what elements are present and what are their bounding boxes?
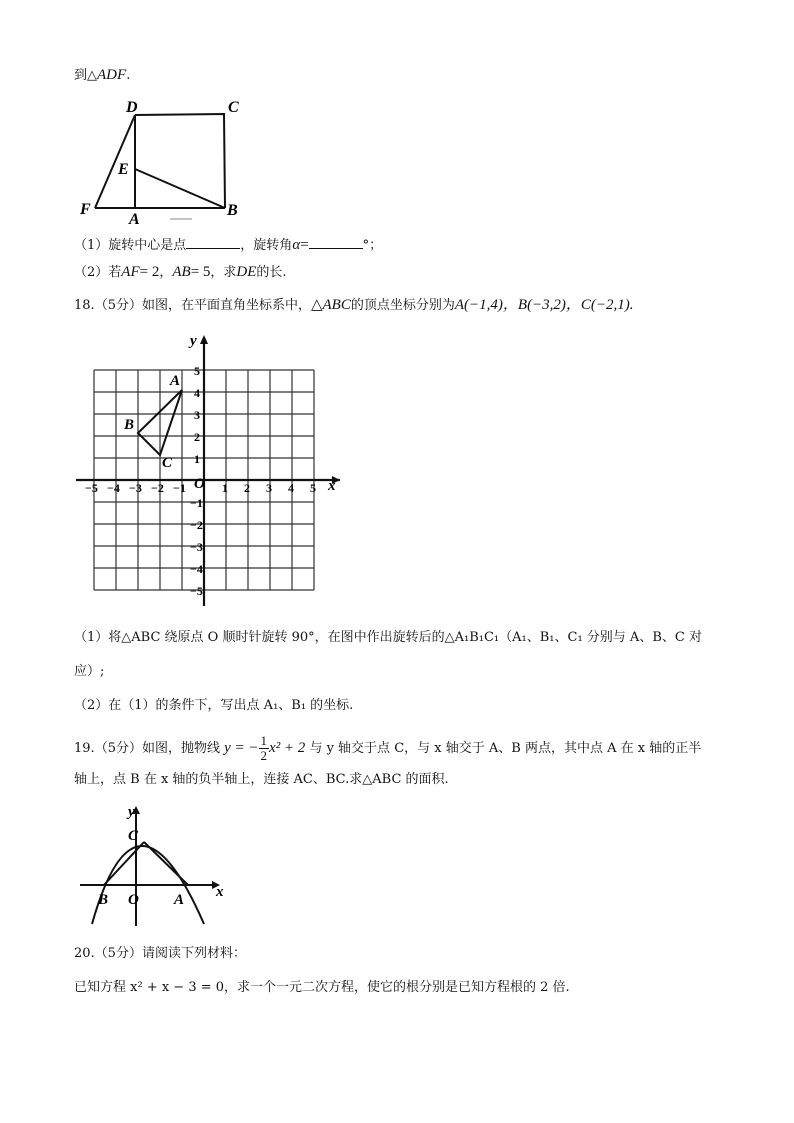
blank-2	[309, 238, 363, 249]
point-label-C: C	[162, 455, 173, 471]
x-tick-label: −4	[107, 481, 120, 495]
y-tick-label: 3	[194, 408, 200, 422]
y-tick-label: 2	[194, 430, 200, 444]
q17-part1: （1）旋转中心是点 ，旋转角α= °；	[74, 237, 383, 253]
q19-A-label: A	[174, 892, 185, 908]
y-tick-label: 5	[194, 364, 200, 378]
q19-y-label: y	[128, 804, 135, 820]
y-tick-label: −4	[190, 562, 203, 576]
blank-1	[186, 238, 240, 249]
y-tick-label: −2	[190, 518, 203, 532]
y-tick-label: 1	[194, 452, 200, 466]
origin-label: O	[194, 476, 205, 492]
label-C: C	[228, 99, 239, 116]
q19-line1: 19.（5分）如图，抛物线 y = − $\frac{1}{2}$ x² + 2 与 y 轴交于点 C，与 x 轴交于 A、B 两点，其中点 A 在 x 轴的正半	[74, 733, 702, 763]
fraction-one-half: $\frac{1}{2}$	[260, 733, 268, 763]
x-tick-label: −2	[151, 481, 164, 495]
q18-part2: （2）在（1）的条件下，写出点 A₁、B₁ 的坐标.	[74, 698, 354, 713]
axis-x-label: x	[328, 478, 336, 494]
x-tick-label: −1	[173, 481, 186, 495]
y-axis-arrow	[200, 335, 208, 344]
label-A: A	[129, 211, 140, 227]
q17-intro-line: 到△ADF.	[74, 67, 131, 83]
q20-line: 已知方程 x² + x − 3 = 0，求一个一元二次方程，使它的根分别是已知方程根的 2 倍.	[74, 980, 570, 995]
y-tick-label: 4	[194, 386, 200, 400]
label-E: E	[118, 161, 129, 178]
point-label-A: A	[170, 373, 181, 389]
point-label-B: B	[124, 417, 135, 433]
y-tick-label: −5	[190, 584, 203, 598]
label-F: F	[80, 201, 91, 218]
q19-parabola-figure	[74, 798, 234, 928]
y-tick-label: −1	[190, 496, 203, 510]
label-B: B	[227, 202, 238, 219]
q17-figure	[74, 92, 254, 227]
x-tick-label: 5	[310, 481, 316, 495]
q19-B-label: B	[98, 892, 109, 908]
q19-O-label: O	[128, 892, 139, 908]
q18-part1-line2: 应）;	[74, 664, 105, 679]
x-tick-label: 2	[244, 481, 250, 495]
label-D: D	[126, 99, 138, 116]
q18-part1-line1: （1）将△ABC 绕原点 O 顺时针旋转 90°，在图中作出旋转后的△A₁B₁C₁（A₁、B₁、C₁ 分别与 A、B、C 对	[74, 630, 702, 645]
q19-line2: 轴上，点 B 在 x 轴的负半轴上，连接 AC、BC.求△ABC 的面积.	[74, 772, 449, 787]
q18-header: 18.（5分）如图，在平面直角坐标系中，△ABC的顶点坐标分别为A(−1,4)，B(−3,2)，C(−2,1).	[74, 297, 634, 313]
q18-coordinate-grid	[74, 325, 349, 610]
x-tick-label: −3	[129, 481, 142, 495]
q19-C-label: C	[128, 828, 139, 844]
axis-y-label: y	[190, 333, 197, 349]
q17-part2: （2）若AF= 2，AB= 5，求DE的长.	[74, 264, 287, 280]
q19-x-label: x	[216, 884, 224, 900]
x-tick-label: 4	[288, 481, 294, 495]
x-tick-label: −5	[85, 481, 98, 495]
y-tick-label: −3	[190, 540, 203, 554]
q20-header: 20.（5分）请阅读下列材料：	[74, 946, 246, 961]
x-tick-label: 3	[266, 481, 272, 495]
x-tick-label: 1	[222, 481, 228, 495]
